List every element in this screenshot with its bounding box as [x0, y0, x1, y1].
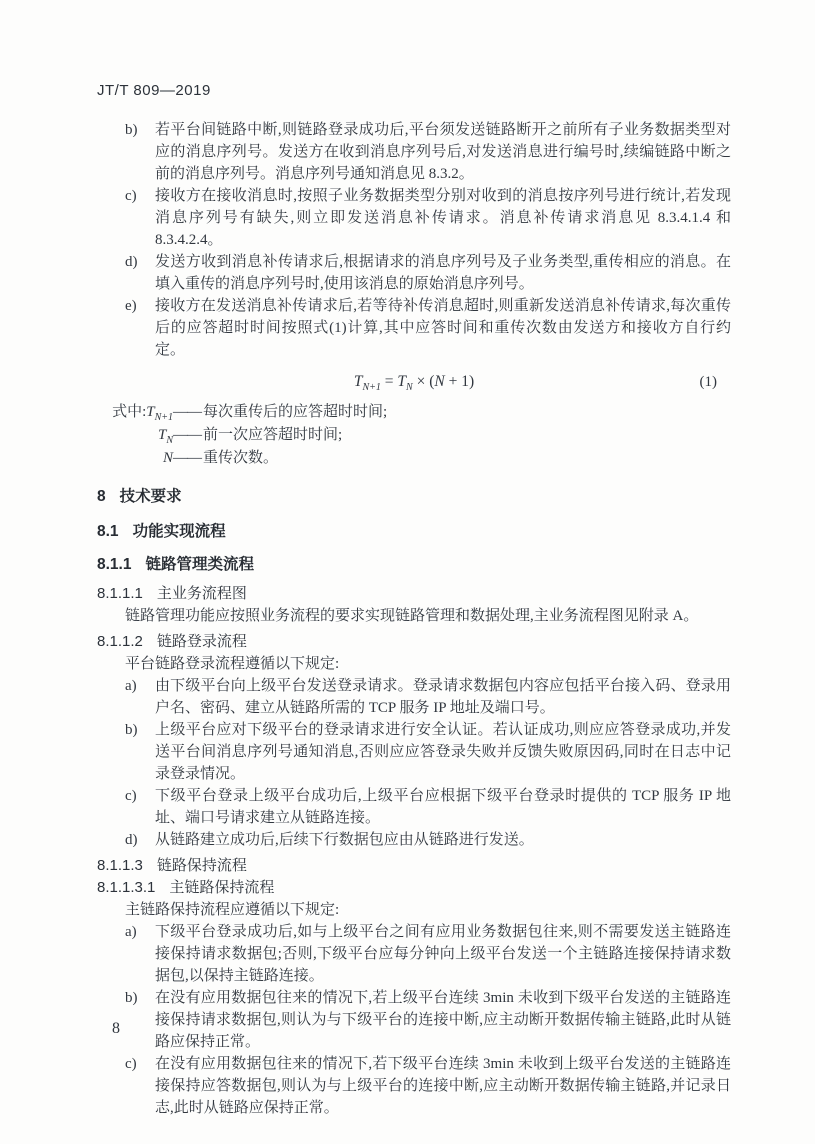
formula-var: N	[434, 373, 445, 390]
section-number: 8.1	[97, 523, 119, 540]
section-intro-text: 主链路保持流程应遵循以下规定:	[125, 902, 340, 918]
where-row	[97, 401, 731, 424]
where-term-subscript: N	[166, 435, 173, 446]
formula-operator: ×	[412, 373, 430, 390]
formula-where-block	[97, 401, 731, 470]
where-description: 前一次应答超时时间;	[203, 427, 343, 443]
section-heading-8	[97, 486, 731, 508]
list-item	[97, 1053, 731, 1119]
section-heading-8-1-1-2	[97, 631, 731, 653]
list-item-text: 在没有应用数据包往来的情况下,若上级平台连续 3min 未收到下级平台发送的主链路连接保持请求数据包,则认为与下级平台的连接中断,应主动断开数据传输主链路,此时从链路应保持正常。	[155, 990, 731, 1050]
continued-list	[97, 119, 731, 361]
section-intro-text: 平台链路登录流程遵循以下规定:	[125, 656, 340, 672]
section-number: 8	[97, 488, 106, 505]
list-item-letter: d)	[125, 254, 138, 270]
section-title: 链路管理类流程	[145, 556, 254, 573]
list-item-letter: a)	[125, 678, 137, 694]
list-item-text: 上级平台应对下级平台的登录请求进行安全认证。若认证成功,则应应答登录成功,并发送平台间消息序列号通知消息,否则应应答登录失败并反馈失败原因码,同时在日志中记录登录情况。	[155, 722, 731, 782]
list-item	[97, 185, 731, 251]
list-item-text: 接收方在发送消息补传请求后,若等待补传消息超时,则重新发送消息补传请求,每次重传后的应答超时时间按照式(1)计算,其中应答时间和重传次数由发送方和接收方自行约定。	[155, 298, 731, 358]
section-title: 主链路保持流程	[169, 879, 275, 896]
where-term	[97, 447, 173, 470]
section-heading-8-1-1-3	[97, 855, 731, 877]
where-dash: ——	[173, 404, 201, 420]
section-title: 链路保持流程	[156, 857, 247, 874]
where-term-var: T	[157, 427, 167, 443]
list-item-letter: b)	[125, 722, 138, 738]
list-item-letter: e)	[125, 298, 137, 314]
section-number: 8.1.1.3.1	[97, 879, 156, 896]
section-number: 8.1.1	[97, 556, 132, 573]
where-row	[97, 447, 731, 470]
where-term	[97, 424, 173, 447]
section-body-text: 链路管理功能应按照业务流程的要求实现链路管理和数据处理,主业务流程图见附录 A。	[125, 608, 699, 624]
login-flow-list	[97, 675, 731, 851]
list-item	[97, 921, 731, 987]
formula-var: T	[397, 373, 407, 390]
list-item-letter: c)	[125, 188, 137, 204]
list-item	[97, 829, 731, 851]
list-item-text: 在没有应用数据包往来的情况下,若下级平台连续 3min 未收到上级平台发送的主链路连接保持应答数据包,则认为与上级平台的连接中断,应主动断开数据传输主链路,并记录日志,此时从链路应保持正常。	[155, 1056, 731, 1116]
list-item	[97, 785, 731, 829]
list-item-letter: a)	[125, 924, 137, 940]
where-dash: ——	[173, 450, 201, 466]
formula-var: T	[353, 373, 363, 390]
list-item	[97, 719, 731, 785]
formula-tail: + 1)	[444, 373, 475, 390]
formula-paren: (	[429, 373, 435, 390]
list-item	[97, 987, 731, 1053]
list-item	[97, 675, 731, 719]
section-heading-8-1	[97, 521, 731, 543]
formula-row	[97, 370, 731, 394]
list-item	[97, 251, 731, 295]
where-term-subscript: N+1	[154, 412, 173, 423]
list-item-letter: d)	[125, 832, 138, 848]
section-title: 主业务流程图	[156, 585, 247, 602]
list-item-text: 下级平台登录成功后,如与上级平台之间有应用业务数据包往来,则不需要发送主链路连接保持请求数据包;否则,下级平台应每分钟向上级平台发送一个主链路连接保持请求数据包,以保持主链路连接。	[155, 924, 731, 984]
section-title: 技术要求	[119, 488, 182, 505]
formula-operator: =	[380, 373, 398, 390]
where-term-var: T	[146, 404, 155, 420]
where-description: 重传次数。	[203, 450, 279, 466]
formula-subscript: N	[406, 382, 413, 394]
list-item-text: 从链路建立成功后,后续下行数据包应由从链路进行发送。	[155, 832, 534, 848]
section-number: 8.1.1.2	[97, 633, 143, 650]
where-row	[97, 424, 731, 447]
list-item	[97, 119, 731, 185]
list-item-text: 若平台间链路中断,则链路登录成功后,平台须发送链路断开之前所有子业务数据类型对应的消息序列号。发送方在收到消息序列号后,对发送消息进行编号时,续编链路中断之前的消息序列号。消息序列号通知消息见 8.3.2。	[155, 122, 731, 182]
list-item	[97, 295, 731, 361]
section-heading-8-1-1-1	[97, 583, 731, 605]
page-number: 8	[112, 1020, 120, 1037]
formula-subscript: N+1	[362, 382, 381, 394]
list-item-letter: b)	[125, 122, 138, 138]
section-heading-8-1-1-3-1	[97, 877, 731, 899]
where-description: 每次重传后的应答超时时间;	[203, 404, 388, 420]
list-item-letter: b)	[125, 990, 138, 1006]
section-heading-8-1-1	[97, 554, 731, 576]
section-number: 8.1.1.3	[97, 857, 143, 874]
section-number: 8.1.1.1	[97, 585, 143, 602]
mainlink-keepalive-list	[97, 921, 731, 1119]
list-item-text: 接收方在接收消息时,按照子业务数据类型分别对收到的消息按序列号进行统计,若发现消息序列号有缺失,则立即发送消息补传请求。消息补传请求消息见 8.3.4.1.4 和 8.3.4.2.4。	[155, 188, 731, 248]
where-term	[97, 401, 173, 424]
where-dash: ——	[173, 427, 201, 443]
list-item-letter: c)	[125, 788, 137, 804]
section-title: 链路登录流程	[156, 633, 247, 650]
section-title: 功能实现流程	[132, 523, 226, 540]
list-item-letter: c)	[125, 1056, 137, 1072]
list-item-text: 发送方收到消息补传请求后,根据请求的消息序列号及子业务类型,重传相应的消息。在填入重传的消息序列号时,使用该消息的原始消息序列号。	[155, 254, 731, 292]
formula-expression	[353, 373, 475, 394]
where-term-var: N	[162, 450, 173, 466]
document-code-header: JT/T 809—2019	[97, 82, 211, 99]
formula-number: (1)	[699, 374, 717, 390]
where-label: 式中:	[112, 404, 147, 420]
list-item-text: 由下级平台向上级平台发送登录请求。登录请求数据包内容应包括平台接入码、登录用户名、密码、建立从链路所需的 TCP 服务 IP 地址及端口号。	[155, 678, 731, 716]
list-item-text: 下级平台登录上级平台成功后,上级平台应根据下级平台登录时提供的 TCP 服务 IP 地址、端口号请求建立从链路连接。	[155, 788, 731, 826]
